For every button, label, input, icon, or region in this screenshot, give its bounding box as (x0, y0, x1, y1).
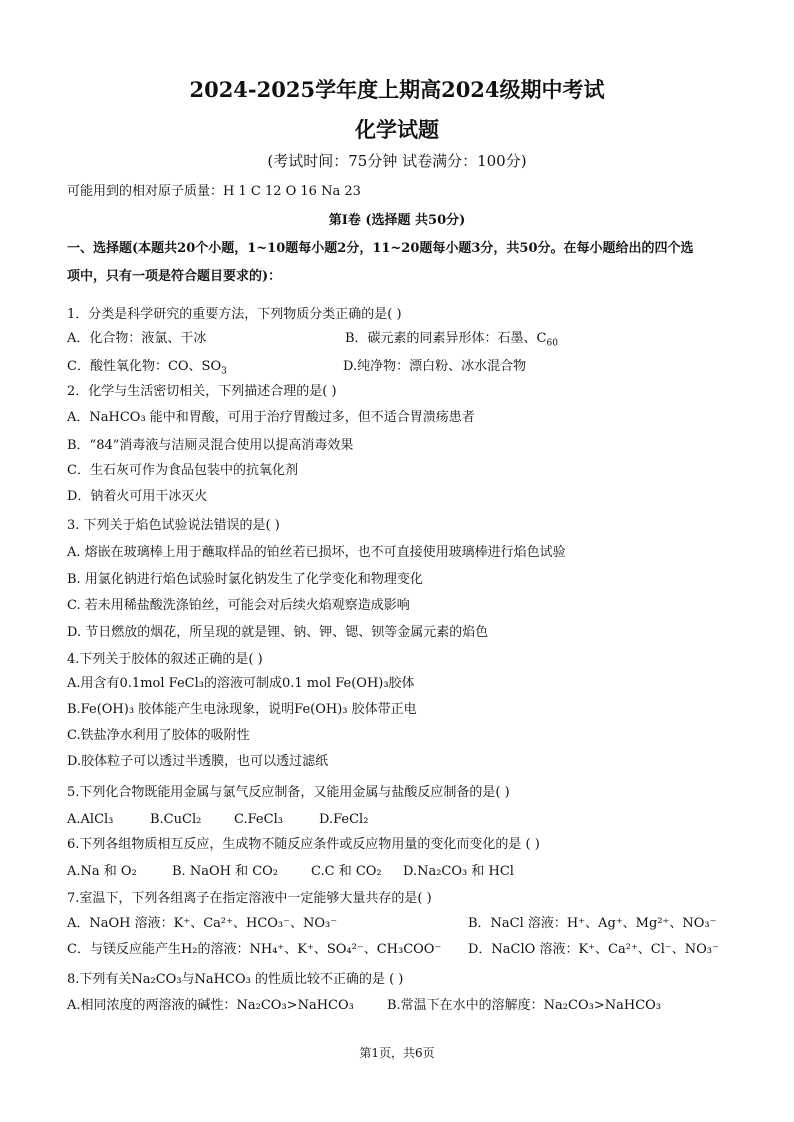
page-footer: 第1页，共6页 (359, 1046, 435, 1060)
q3-option-a: A. 熔嵌在玻璃棒上用于蘸取样品的铂丝若已损坏，也不可直接使用玻璃棒进行焰色试验 (67, 545, 566, 560)
q2-option-d: D．钠着火可用干冰灭火 (67, 489, 208, 504)
exam-info: (考试时间：75分钟 试卷满分：100分) (267, 152, 527, 170)
q7-stem: 7.室温下，下列各组离子在指定溶液中一定能够大量共存的是( ) (67, 891, 432, 906)
q1-option-d: D.纯净物：漂白粉、冰水混合物 (343, 359, 527, 374)
q8-stem: 8.下列有关Na₂CO₃与NaHCO₃ 的性质比较不正确的是 ( ) (67, 972, 404, 987)
q5-option-a: A.AlCl₃ (67, 812, 114, 827)
q6-option-c: C.C 和 CO₂ (311, 864, 382, 879)
q1-options-ab (67, 330, 558, 349)
section-heading: 第Ⅰ卷 (选择题 共50分) (328, 213, 466, 228)
q4-option-c: C.铁盐净水利用了胶体的吸附性 (67, 728, 250, 743)
q2-option-b: B．“84”消毒液与洁厕灵混合使用以提高消毒效果 (67, 438, 354, 453)
q1-options-cd (67, 358, 527, 377)
q7-option-d: D．NaClO 溶液：K⁺、Ca²⁺、Cl⁻、NO₃⁻ (468, 942, 719, 957)
q1-stem: 1．分类是科学研究的重要方法，下列物质分类正确的是( ) (67, 307, 402, 322)
q3-option-b: B. 用氯化钠进行焰色试验时氯化钠发生了化学变化和物理变化 (67, 572, 423, 587)
instructions-line-1: 一、选择题(本题共20个小题，1~10题每小题2分，11~20题每小题3分，共50分。在每小题给出的四个选 (67, 241, 694, 256)
q1-option-a: A．化合物：液氯、干冰 (67, 331, 207, 346)
q2-option-a: A．NaHCO₃ 能中和胃酸，可用于治疗胃酸过多，但不适合胃溃疡患者 (67, 410, 475, 425)
q1-option-b: B．碳元素的同素异形体：石墨、$C_{60}$ (345, 331, 558, 349)
q7-option-b: B．NaCl 溶液：H⁺、Ag⁺、Mg²⁺、NO₃⁻ (468, 916, 717, 931)
q7-options-cd (67, 941, 719, 959)
q2-option-c: C．生石灰可作为食品包装中的抗氧化剂 (67, 463, 298, 478)
q7-option-a: A．NaOH 溶液：K⁺、Ca²⁺、HCO₃⁻、NO₃⁻ (67, 916, 338, 931)
subject-title: 化学试题 (355, 117, 439, 142)
q7-option-c: C．与镁反应能产生H₂的溶液：NH₄⁺、K⁺、SO₄²⁻、CH₃COO⁻ (67, 942, 442, 957)
q4-option-a: A.用含有0.1mol FeCl₃的溶液可制成0.1 mol Fe(OH)₃胶体 (67, 676, 415, 691)
atomic-masses: 可能用到的相对原子质量：H 1 C 12 O 16 Na 23 (67, 184, 361, 199)
q5-option-c: C.FeCl₃ (234, 812, 283, 827)
q4-option-d: D.胶体粒子可以透过半透膜，也可以透过滤纸 (67, 754, 329, 769)
exam-title: 2024-2025学年度上期高2024级期中考试 (189, 77, 605, 102)
q6-option-d: D.Na₂CO₃ 和 HCl (403, 864, 514, 879)
instructions-line-2: 项中，只有一项是符合题目要求的)： (67, 269, 282, 284)
q8-options-ab (67, 997, 662, 1015)
q7-options-ab (67, 915, 717, 933)
q6-option-b: B. NaOH 和 CO₂ (172, 864, 279, 879)
q8-option-b: B.常温下在水中的溶解度：Na₂CO₃>NaHCO₃ (387, 998, 662, 1013)
q5-options (67, 811, 369, 829)
q4-option-b: B.Fe(OH)₃ 胶体能产生电泳现象，说明Fe(OH)₃ 胶体带正电 (67, 702, 417, 717)
q5-option-b: B.CuCl₂ (150, 812, 202, 827)
q6-stem: 6.下列各组物质相互反应，生成物不随反应条件或反应物用量的变化而变化的是 ( ) (67, 837, 540, 852)
q3-stem: 3. 下列关于焰色试验说法错误的是( ) (67, 518, 280, 533)
q1-option-c: C．酸性氧化物：CO、$SO_3$ (67, 359, 227, 377)
q6-option-a: A.Na 和 O₂ (67, 864, 137, 879)
q8-option-a: A.相同浓度的两溶液的碱性：Na₂CO₃>NaHCO₃ (67, 998, 354, 1013)
q5-option-d: D.FeCl₂ (319, 812, 369, 827)
q3-option-c: C. 若未用稀盐酸洗涤铂丝，可能会对后续火焰观察造成影响 (67, 598, 410, 613)
q6-options (67, 863, 514, 881)
q2-stem: 2．化学与生活密切相关，下列描述合理的是( ) (67, 384, 337, 399)
q5-stem: 5.下列化合物既能用金属与氯气反应制备，又能用金属与盐酸反应制备的是( ) (67, 785, 510, 800)
q3-option-d: D. 节日燃放的烟花，所呈现的就是锂、钠、钾、锶、钡等金属元素的焰色 (67, 625, 489, 640)
q4-stem: 4.下列关于胶体的叙述正确的是( ) (67, 652, 263, 667)
